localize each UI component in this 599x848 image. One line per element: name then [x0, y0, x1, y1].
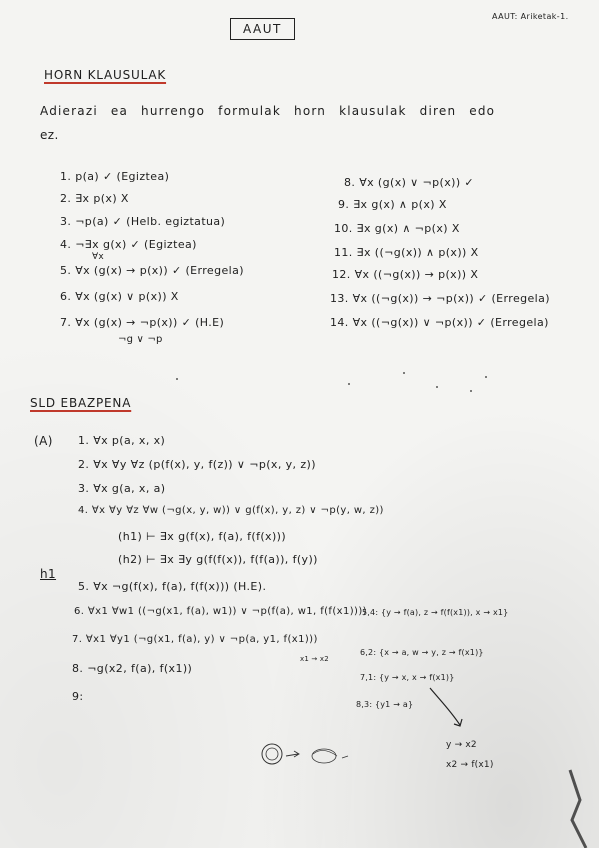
unifier-note: 8,3: {y1 → a} [356, 700, 414, 709]
horn-item: 11. ∃x ((¬g(x)) ∧ p(x)) X [334, 246, 479, 259]
horn-item: 3. ¬p(a) ✓ (Helb. egiztatua) [60, 215, 226, 228]
sld-h1-label: h1 [40, 567, 57, 581]
page-title: AAUT [230, 18, 295, 40]
horn-item: 4. ¬∃x g(x) ✓ (Egiztea) [60, 238, 197, 251]
corner-note: AAUT: Ariketak-1. [492, 12, 569, 21]
unifier-note: x2 → f(x1) [446, 760, 494, 770]
arrow-doodle [420, 680, 480, 740]
sld-hypothesis: (h1) ⊢ ∃x g(f(x), f(a), f(f(x))) [118, 530, 287, 543]
horn-intro-line-1: Adierazi ea hurrengo formulak horn klausulak diren edo [40, 104, 496, 118]
sld-line: 1. ∀x p(a, x, x) [78, 434, 166, 447]
sld-heading: SLD EBAZPENA [30, 396, 132, 410]
corner-shadow [540, 760, 599, 848]
sld-line: 5. ∀x ¬g(f(x), f(a), f(f(x))) (H.E). [78, 580, 267, 593]
horn-heading: HORN KLAUSULAK [44, 68, 167, 82]
sld-line: 2. ∀x ∀y ∀z (p(f(x), y, f(z)) ∨ ¬p(x, y, z)) [78, 458, 316, 471]
doodle-scribble [258, 738, 368, 772]
unifier-note: 5,4: {y → f(a), z → f(f(x1)), x → x1} [362, 608, 509, 617]
horn-item: 7. ∀x (g(x) → ¬p(x)) ✓ (H.E) [60, 316, 225, 329]
sld-substitution-note: x1 → x2 [300, 655, 329, 663]
horn-item: 12. ∀x ((¬g(x)) → p(x)) X [332, 268, 479, 281]
sld-part-label: (A) [34, 434, 53, 448]
horn-item-7-note: ¬g ∨ ¬p [118, 334, 163, 345]
horn-item-4-subscript: ∀x [92, 252, 104, 262]
sld-line: 8. ¬g(x2, f(a), f(x1)) [72, 662, 193, 675]
horn-item: 1. p(a) ✓ (Egiztea) [60, 170, 170, 183]
sld-line: 7. ∀x1 ∀y1 (¬g(x1, f(a), y) ∨ ¬p(a, y1, f(x1))) [72, 634, 318, 645]
horn-item: 2. ∃x p(x) X [60, 192, 129, 205]
unifier-note: 6,2: {x → a, w → y, z → f(x1)} [360, 648, 484, 657]
unifier-note: 7,1: {y → x, x → f(x1)} [360, 673, 455, 682]
horn-item: 6. ∀x (g(x) ∨ p(x)) X [60, 290, 179, 303]
horn-item: 10. ∃x g(x) ∧ ¬p(x) X [334, 222, 460, 235]
sld-line: 6. ∀x1 ∀w1 ((¬g(x1, f(a), w1)) ∨ ¬p(f(a), w1, f(f(x1)))) [74, 606, 367, 617]
sld-hypothesis: (h2) ⊢ ∃x ∃y g(f(f(x)), f(f(a)), f(y)) [118, 553, 318, 566]
sld-line: 9: [72, 690, 84, 703]
horn-item: 8. ∀x (g(x) ∨ ¬p(x)) ✓ [344, 176, 475, 189]
horn-item: 14. ∀x ((¬g(x)) ∨ ¬p(x)) ✓ (Erregela) [330, 316, 549, 329]
unifier-note: y → x2 [446, 740, 477, 750]
horn-item: 13. ∀x ((¬g(x)) → ¬p(x)) ✓ (Erregela) [330, 292, 550, 305]
horn-item: 5. ∀x (g(x) → p(x)) ✓ (Erregela) [60, 264, 244, 277]
horn-item: 9. ∃x g(x) ∧ p(x) X [338, 198, 447, 211]
horn-intro-line-2: ez. [40, 128, 59, 142]
sld-line: 4. ∀x ∀y ∀z ∀w (¬g(x, y, w)) ∨ g(f(x), y, z) ∨ ¬p(y, w, z)) [78, 505, 384, 516]
sld-line: 3. ∀x g(a, x, a) [78, 482, 166, 495]
